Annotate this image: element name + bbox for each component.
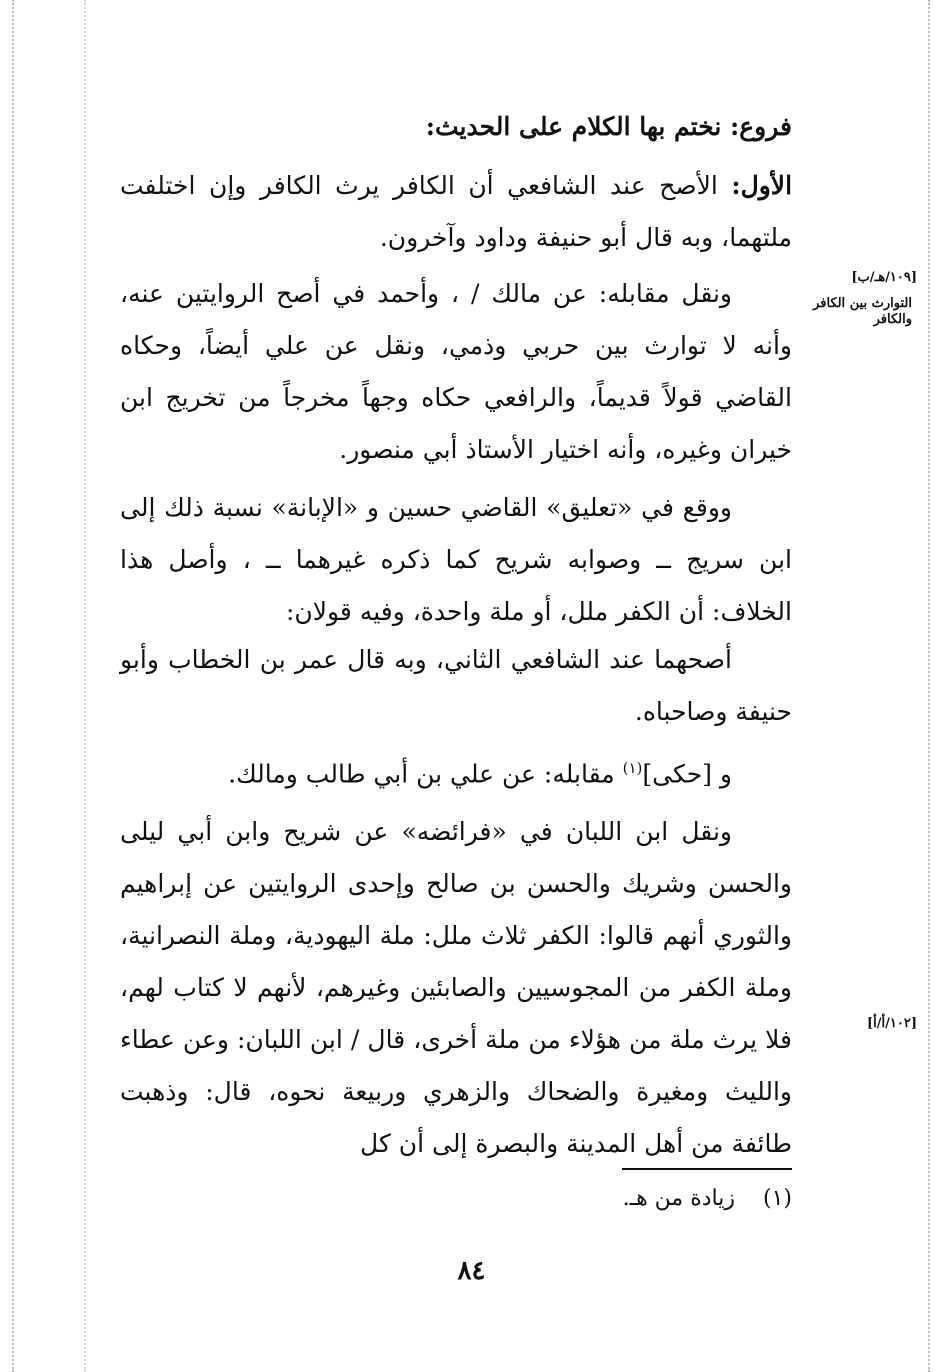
footnote	[623, 1186, 792, 1211]
paragraph-fourth: أصحهما عند الشافعي الثاني، وبه قال عمر بن الخطاب وأبو حنيفة وصاحباه.	[120, 645, 792, 726]
paragraph-first	[120, 160, 792, 264]
paragraph-fifth	[120, 742, 792, 800]
paragraph-second: ونقل مقابله: عن مالك / ، وأحمد في أصح الروايتين عنه، وأنه لا توارث بين حربي وذمي، ونقل عن علي أيضاً، وحكاه القاضي قولاً قديماً، والرافعي حكاه وجهاً مخرجاً من تخريج ابن خيران وغيره، وأنه اختيار الأستاذ أبي منصور.	[120, 279, 792, 464]
footnote-ref: (١)	[622, 759, 643, 777]
left-scan-edge	[12, 0, 14, 1372]
footnote-separator	[622, 1168, 792, 1170]
right-scan-edge	[928, 0, 930, 1372]
fifth-suffix: مقابله: عن علي بن أبي طالب ومالك.	[228, 759, 623, 789]
margin-note-folio: [١٠٩/هـ/ب]	[851, 270, 917, 285]
section-heading: فروع: نختم بها الكلام على الحديث:	[425, 112, 792, 141]
fifth-prefix: و [حكى]	[642, 759, 732, 789]
first-text: الأصح عند الشافعي أن الكافر يرث الكافر وإن اختلفت ملتهما، وبه قال أبو حنيفة وداود وآخرون.	[120, 171, 792, 252]
footnote-number: (١)	[762, 1186, 792, 1211]
left-scan-edge-inner	[84, 0, 86, 1372]
paragraph-third: ووقع في «تعليق» القاضي حسين و «الإبانة» نسبة ذلك إلى ابن سريج ــ وصوابه شريح كما ذكره غيرهما ــ ، وأصل هذا الخلاف: أن الكفر ملل، أو ملة واحدة، وفيه قولان:	[120, 493, 792, 626]
first-label: الأول:	[731, 171, 793, 200]
page-number: ٨٤	[457, 1256, 486, 1286]
margin-note-folio-2: [١٠٢/أ/أ]	[867, 1016, 917, 1031]
margin-note-topic: التوارث بين الكافر والكافر	[813, 296, 912, 327]
footnote-text: زيادة من هـ.	[622, 1186, 735, 1211]
paragraph-sixth: ونقل ابن اللبان في «فرائضه» عن شريح وابن أبي ليلى والحسن وشريك والحسن بن صالح وإحدى الروايتين عن إبراهيم والثوري أنهم قالوا: الكفر ثلاث ملل: ملة اليهودية، وملة النصرانية، وملة الكفر من المجوسيين والصابئين وغيرهم، لأنهم لا كتاب لهم، فلا يرث ملة من هؤلاء من ملة أخرى، قال / ابن اللبان: وعن عطاء والليث ومغيرة والضحاك والزهري وربيعة نحوه، قال: وذهبت طائفة من أهل المدينة والبصرة إلى أن كل	[120, 817, 792, 1158]
